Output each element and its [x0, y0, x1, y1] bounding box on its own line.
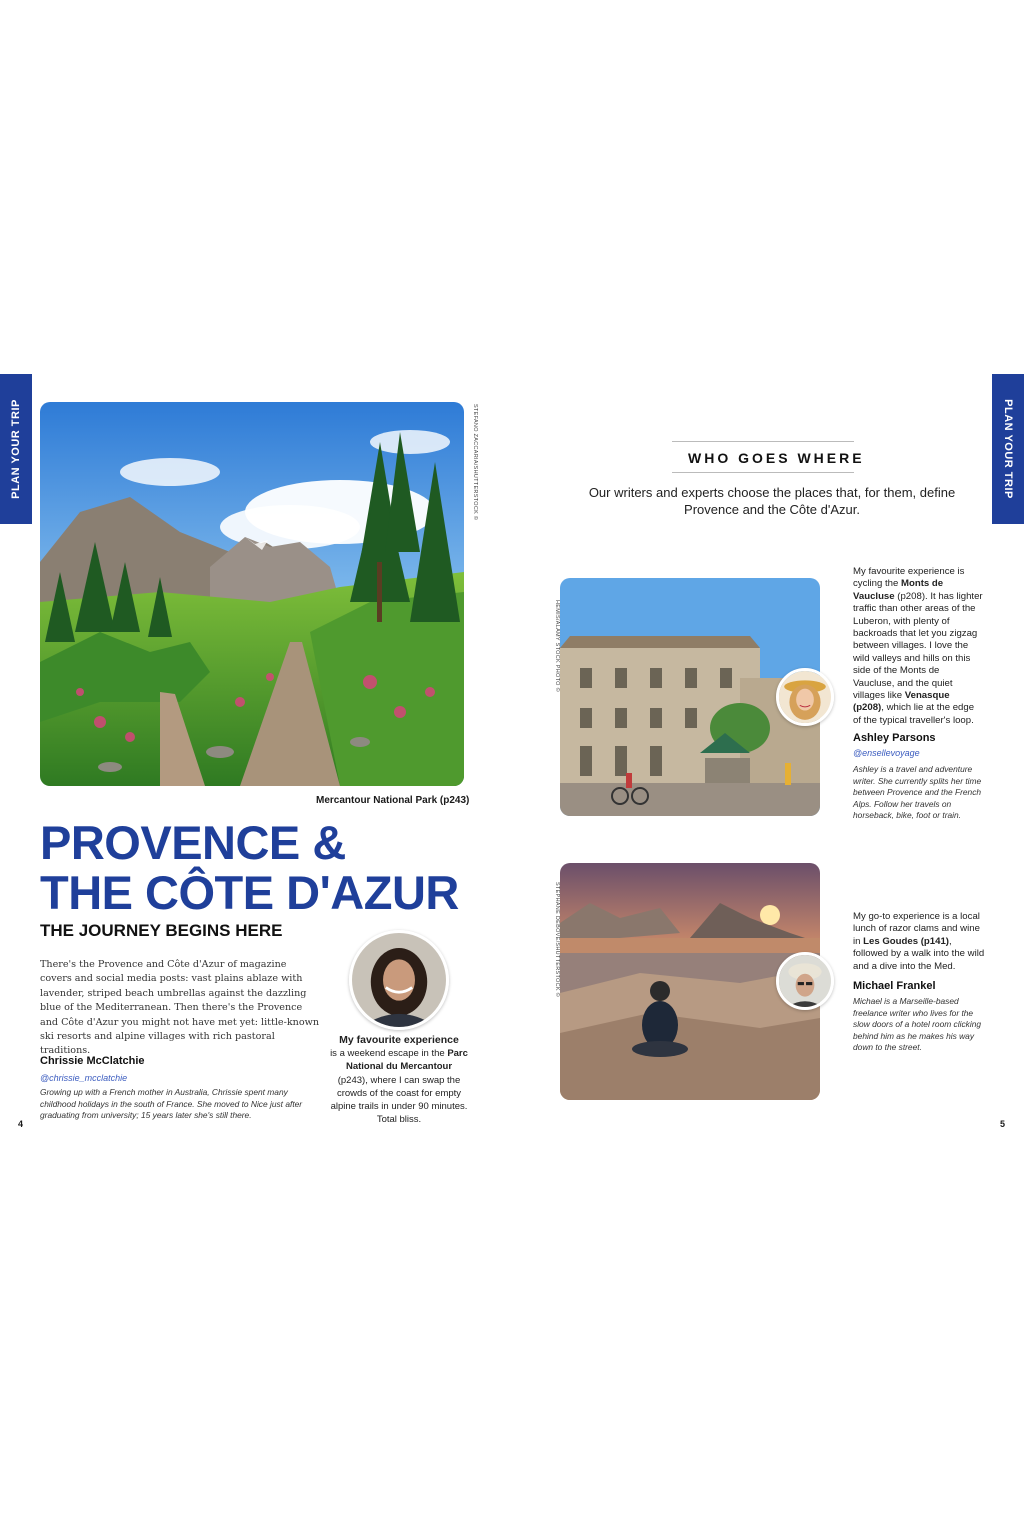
hero-photo — [40, 402, 464, 786]
section-title: WHO GOES WHERE — [688, 450, 865, 466]
author-name: Chrissie McClatchie — [40, 1055, 145, 1067]
writer2-exp-text-1: My go-to experience is a local lunch of razor clams and wine in — [853, 911, 980, 947]
section-subtitle: Our writers and experts choose the places that, for them, define Provence and the Côte d'Azur. — [588, 485, 956, 517]
section-rule-top — [672, 441, 854, 442]
writer1-exp-text-3: , which lie at the edge of the typical traveller's loop. — [853, 702, 975, 726]
writer1-photo-credit: HEMIS/ALAMY STOCK PHOTO © — [554, 600, 560, 692]
page-title — [40, 818, 459, 918]
writer2-experience — [853, 911, 988, 973]
author-portrait-image — [352, 933, 446, 1027]
writer2-portrait-image — [779, 955, 831, 1007]
hero-photo-credit: STEFANO ZACCARIA/SHUTTERSTOCK © — [472, 404, 478, 521]
page-title-line2: THE CÔTE D'AZUR — [40, 866, 459, 919]
plan-your-trip-tab-left — [0, 374, 32, 524]
favourite-heading: My favourite experience — [339, 1034, 459, 1046]
tab-label-left: PLAN YOUR TRIP — [10, 399, 22, 499]
section-rule-bottom — [672, 472, 854, 473]
author-bio: Growing up with a French mother in Australia, Chrissie spent many childhood holidays in the south of France. She moved to Nice just after graduating from university; 15 years later she's still there. — [40, 1087, 303, 1120]
mountain-landscape-image — [40, 402, 464, 786]
writer1-exp-text-1: My favourite experience is cycling the — [853, 566, 965, 590]
tab-label-right: PLAN YOUR TRIP — [1002, 399, 1014, 499]
favourite-text-before: is a weekend escape in the — [330, 1048, 445, 1060]
page-title-line1: PROVENCE & — [40, 816, 346, 869]
writer2-avatar — [776, 952, 834, 1010]
writer1-avatar — [776, 668, 834, 726]
writer1-handle[interactable]: @ensellevoyage — [853, 748, 920, 758]
writer2-bio: Michael is a Marseille-based freelance writer who lives for the slow doors of a hotel room clicking behind him as he makes his way down to the street. — [853, 996, 982, 1052]
favourite-text-after: (p243), where I can swap the crowds of the coast for empty alpine trails in under 90 minutes. Total bliss. — [330, 1074, 468, 1126]
writer1-exp-place-1: Monts de Vaucluse — [853, 578, 944, 602]
favourite-place: Parc National du Mercantour — [345, 1048, 468, 1073]
intro-paragraph: There's the Provence and Côte d'Azur of magazine covers and social media posts: vast plains ablaze with lavender, striped beach umbrellas against the dazzling blue of the Mediterranean. Then there's the Provence and Côte d'Azur you might not have met yet: little-known ski resorts and alpine villages with rich pastoral traditions. — [40, 959, 319, 1057]
writer1-exp-text-2: (p208). It has lighter traffic than other areas of the Luberon, with plenty of backroads that let you zigzag between villages. I love the wild valleys and hills on this side of the Monts de Vaucluse, and the quiet villages like — [853, 590, 983, 702]
writer2-photo-credit: STEPHANE DEBOVE/SHUTTERSTOCK © — [554, 882, 560, 998]
plan-your-trip-tab-right — [992, 374, 1024, 524]
writer1-portrait-image — [779, 671, 831, 723]
page-subtitle: THE JOURNEY BEGINS HERE — [40, 921, 283, 940]
author-avatar — [349, 930, 449, 1030]
writer1-name: Ashley Parsons — [853, 732, 936, 744]
writer1-bio: Ashley is a travel and adventure writer. She currently splits her time between Provence and the French Alps. Follow her travels on horseback, bike, foot or train. — [853, 764, 982, 820]
writer2-exp-text-2: , followed by a walk into the wild and a dive into the Med. — [853, 935, 985, 972]
writer1-exp-place-2: Venasque (p208) — [853, 690, 950, 714]
writer1-experience — [853, 566, 983, 727]
page-number-right: 5 — [1000, 1119, 1006, 1129]
writer2-name: Michael Frankel — [853, 980, 936, 992]
favourite-experience — [330, 1034, 468, 1126]
writer2-exp-place-1: Les Goudes (p141) — [863, 935, 949, 947]
hero-photo-caption: Mercantour National Park (p243) — [316, 795, 470, 806]
author-handle[interactable]: @chrissie_mcclatchie — [40, 1073, 128, 1083]
page-number-left: 4 — [18, 1119, 24, 1129]
